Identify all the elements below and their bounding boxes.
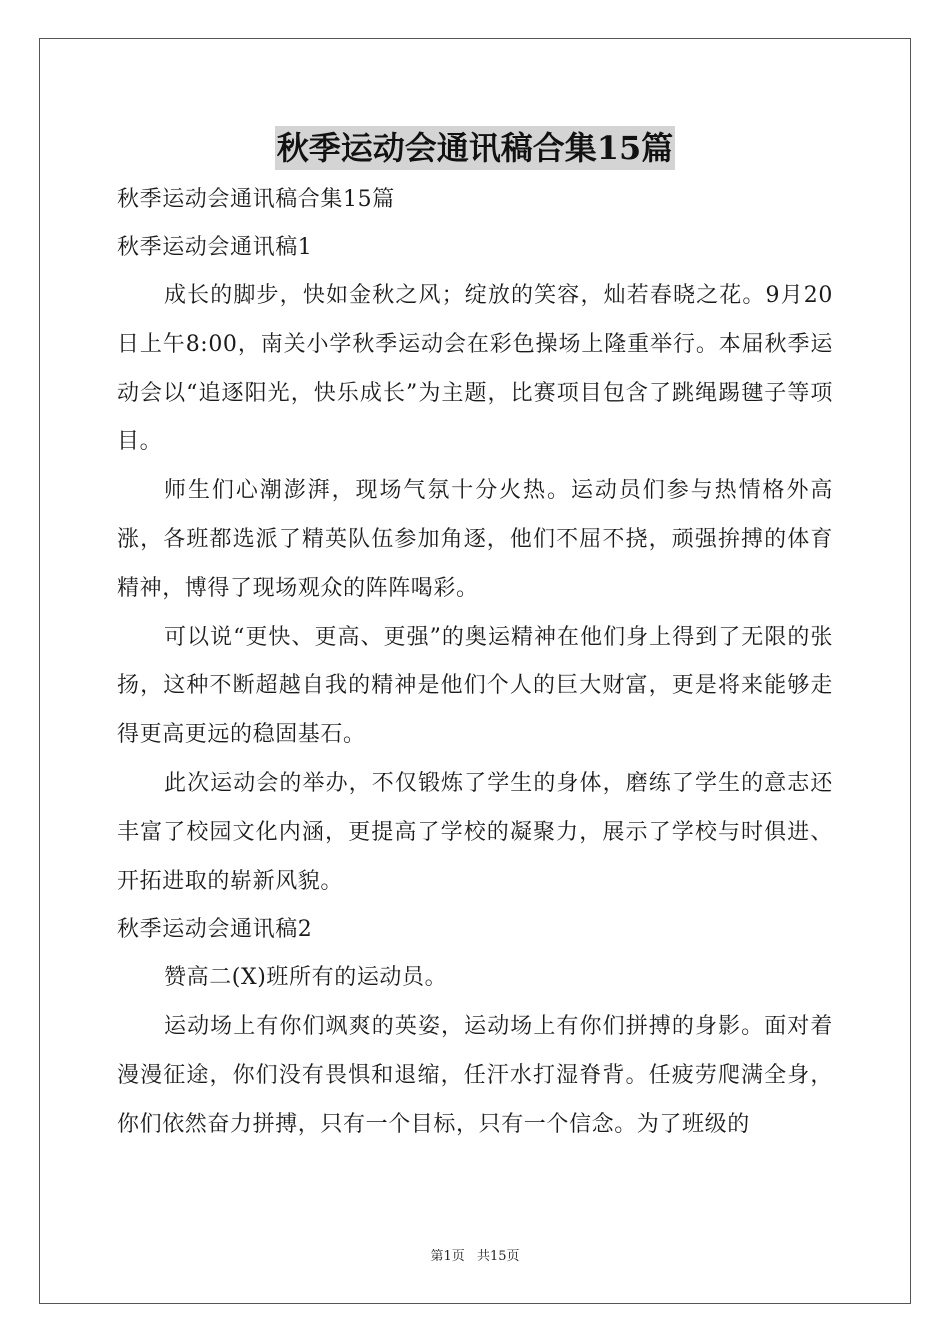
document-title: 秋季运动会通讯稿合集15篇 bbox=[275, 126, 676, 170]
paragraph: 师生们心潮澎湃，现场气氛十分火热。运动员们参与热情格外高涨，各班都选派了精英队伍参加角逐，他们不屈不挠，顽强拚搏的体育精神，博得了现场观众的阵阵喝彩。 bbox=[117, 478, 833, 601]
section-heading-2: 秋季运动会通讯稿2 bbox=[117, 917, 313, 943]
paragraph: 成长的脚步，快如金秋之风；绽放的笑容，灿若春晓之花。9月20日上午8:00，南关小学秋季运动会在彩色操场上隆重举行。本届秋季运动会以“追逐阳光，快乐成长”为主题，比赛项目包含了跳绳踢毽子等项目。 bbox=[117, 283, 833, 455]
document-subtitle: 秋季运动会通讯稿合集15篇 bbox=[117, 187, 395, 212]
page-number: 第1页 bbox=[430, 1249, 465, 1264]
page-total: 共15页 bbox=[476, 1249, 520, 1264]
paragraph: 赞高二(X)班所有的运动员。 bbox=[164, 965, 448, 991]
section-heading-1: 秋季运动会通讯稿1 bbox=[117, 235, 313, 260]
title-container bbox=[0, 126, 950, 170]
paragraph: 可以说“更快、更高、更强”的奥运精神在他们身上得到了无限的张扬，这种不断超越自我的精神是他们个人的巨大财富，更是将来能够走得更高更远的稳固基石。 bbox=[117, 624, 833, 748]
page-footer bbox=[0, 1245, 950, 1264]
document-body bbox=[117, 176, 833, 1150]
paragraph: 运动场上有你们飒爽的英姿，运动场上有你们拼搏的身影。面对着漫漫征途，你们没有畏惧和退缩，任汗水打湿脊背。任疲劳爬满全身，你们依然奋力拼搏，只有一个目标，只有一个信念。为了班级的 bbox=[117, 1014, 833, 1137]
paragraph: 此次运动会的举办，不仅锻炼了学生的身体，磨练了学生的意志还丰富了校园文化内涵，更提高了学校的凝聚力，展示了学校与时俱进、开拓进取的崭新风貌。 bbox=[117, 770, 833, 894]
